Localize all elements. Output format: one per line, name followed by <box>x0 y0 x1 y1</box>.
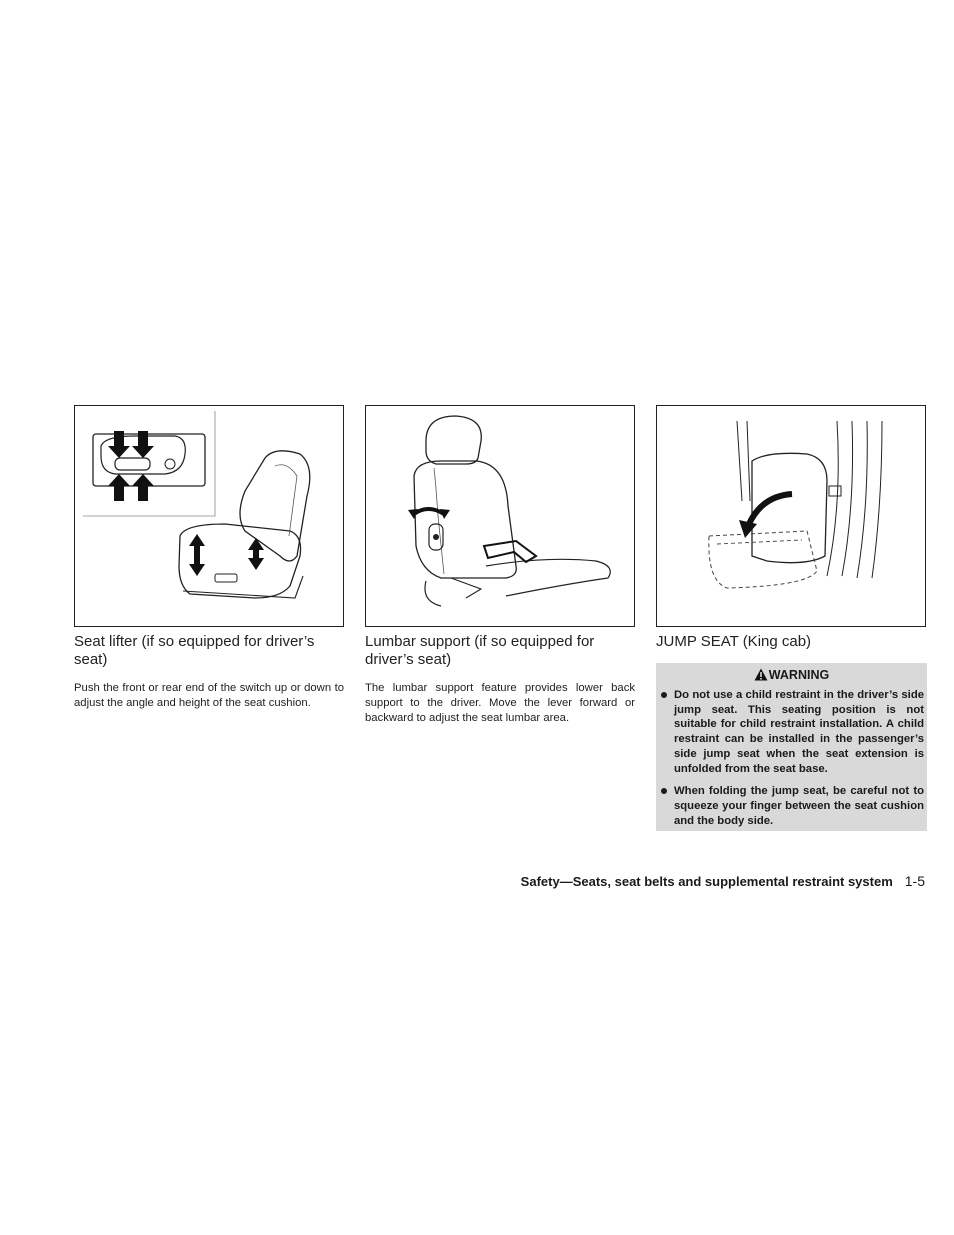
warning-list <box>659 688 924 828</box>
warning-triangle-icon <box>754 668 768 681</box>
page-footer <box>521 873 925 890</box>
page-number: 1-5 <box>904 873 925 889</box>
warning-item-text: When folding the jump seat, be careful not to squeeze your finger between the seat cushion and the body side. <box>674 785 924 827</box>
warning-title-text: WARNING <box>768 668 830 682</box>
seat-lifter-section <box>74 405 344 711</box>
lumbar-support-illustration <box>366 406 634 626</box>
jump-seat-heading: JUMP SEAT (King cab) <box>656 633 812 650</box>
warning-title <box>659 668 924 682</box>
seat-lifter-body: Push the front or rear end of the switch up or down to adjust the angle and height of the seat cushion. <box>74 682 344 709</box>
lumbar-support-heading: Lumbar support (if so equipped for driver’s seat) <box>365 633 595 668</box>
lumbar-support-figure <box>365 405 635 627</box>
warning-item <box>659 688 924 776</box>
warning-box <box>656 663 927 831</box>
jump-seat-illustration <box>657 406 925 626</box>
lumbar-support-body: The lumbar support feature provides lower back support to the driver. Move the lever forward or backward to adjust the seat lumbar area. <box>365 682 635 724</box>
seat-lifter-heading: Seat lifter (if so equipped for driver’s seat) <box>74 633 315 668</box>
footer-section-title: Safety—Seats, seat belts and supplemental restraint system <box>520 874 893 889</box>
jump-seat-figure <box>656 405 926 627</box>
jump-seat-section <box>656 405 927 831</box>
seat-lifter-illustration <box>75 406 343 626</box>
lumbar-support-section <box>365 405 635 726</box>
bullet-icon <box>661 788 667 794</box>
warning-item <box>659 784 924 828</box>
seat-lifter-figure <box>74 405 344 627</box>
warning-item-text: Do not use a child restraint in the driver’s side jump seat. This seating position is not suitable for child restraint installation. A child restraint can be installed in the passenger’s side jump seat when the seat extension is unfolded from the seat base. <box>674 689 924 775</box>
bullet-icon <box>661 692 667 698</box>
